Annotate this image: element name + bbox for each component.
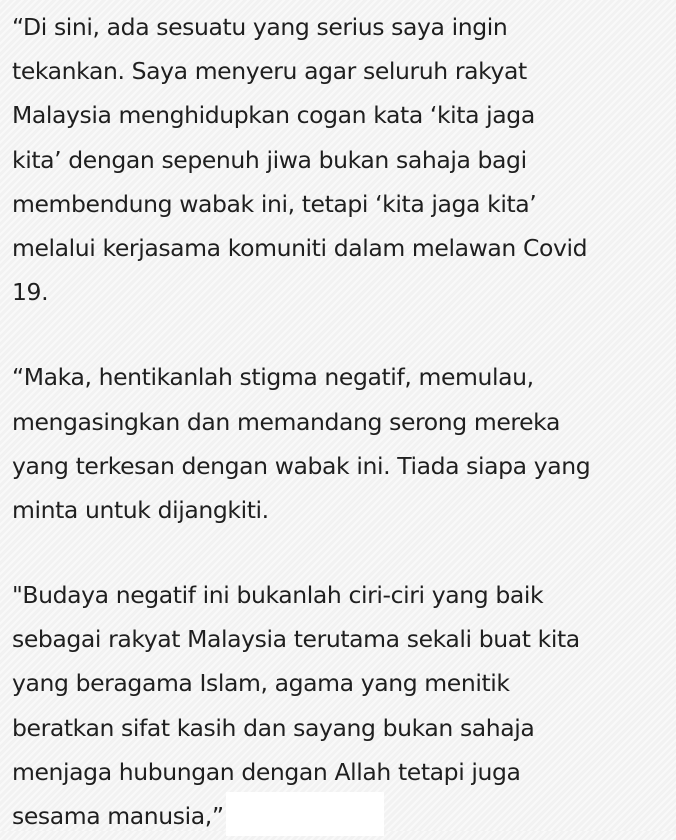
paragraph-1-line-6: melalui kerjasama komuniti dalam melawan Covid: [12, 233, 588, 262]
paragraph-2-line-4: minta untuk dijangkiti.: [12, 495, 269, 524]
article-body: [12, 5, 674, 838]
paragraph-3-line-1: "Budaya negatif ini bukanlah ciri-ciri yang baik: [12, 581, 544, 610]
paragraph-1-line-3: Malaysia menghidupkan cogan kata ‘kita jaga: [12, 101, 535, 130]
paragraph-1-line-1: “Di sini, ada sesuatu yang serius saya ingin: [12, 13, 508, 41]
paragraph-2-line-2: mengasingkan dan memandang serong mereka: [12, 407, 560, 436]
paragraph-1-line-2: tekankan. Saya menyeru agar seluruh rakyat: [12, 57, 527, 86]
paragraph-3-line-5: menjaga hubungan dengan Allah tetapi juga: [12, 757, 521, 786]
paragraph-3-line-6: [12, 794, 674, 838]
paragraph-3-line-3: yang beragama Islam, agama yang menitik: [12, 669, 510, 698]
paragraph-2-line-3: yang terkesan dengan wabak ini. Tiada siapa yang: [12, 451, 591, 480]
paragraph-1-line-5: membendung wabak ini, tetapi ‘kita jaga kita’: [12, 189, 537, 218]
paragraph-3: [12, 573, 674, 838]
redaction-box: [226, 792, 384, 836]
paragraph-3-line-4: beratkan sifat kasih dan sayang bukan sahaja: [12, 713, 535, 742]
paragraph-3-line-2: sebagai rakyat Malaysia terutama sekali buat kita: [12, 625, 580, 654]
paragraph-3-line-6-text: sesama manusia,”: [12, 802, 224, 830]
paragraph-2: [12, 355, 674, 532]
paragraph-2-line-1: “Maka, hentikanlah stigma negatif, memulau,: [12, 363, 534, 392]
paragraph-1-line-4: kita’ dengan sepenuh jiwa bukan sahaja bagi: [12, 145, 527, 174]
paragraph-1: [12, 5, 674, 314]
paragraph-1-line-7: 19.: [12, 278, 49, 307]
